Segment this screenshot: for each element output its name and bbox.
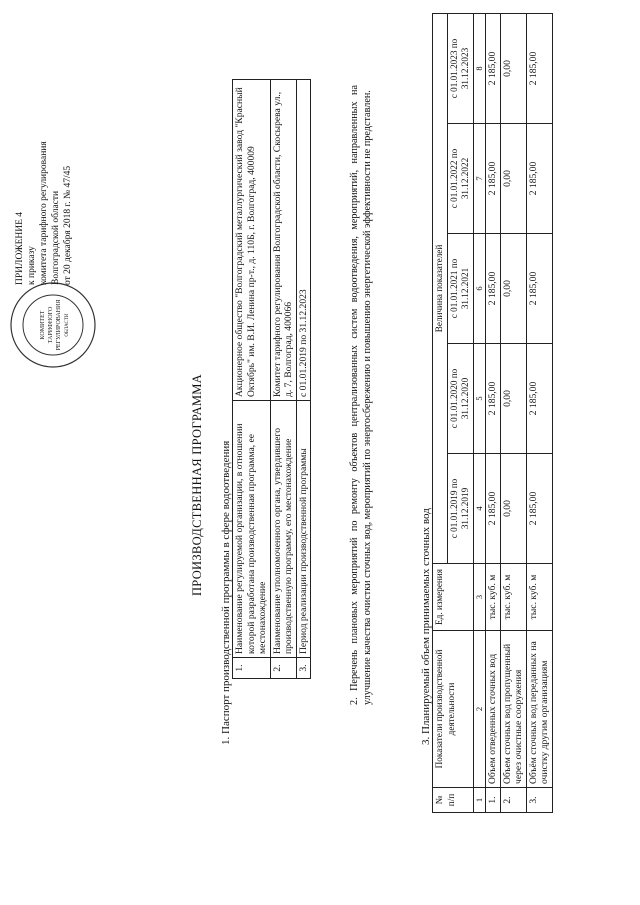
row-value: 0,00 [500,344,526,454]
section1-heading: 1. Паспорт производственной программы в сфере водоотведения [220,440,232,745]
table-header-row [433,14,448,813]
row-number: 2. [500,788,526,813]
col-num-header: № п/п [433,788,474,813]
period-header: с 01.01.2021 по 31.12.2021 [447,234,473,344]
row-value: 2 185,00 [486,344,501,454]
row-label: Наименование регулируемой организации, в отношении которой разработана производственная программа, ее местонахождение [233,401,271,658]
row-value: 2 185,00 [486,234,501,344]
index-cell: 7 [473,124,486,234]
index-row [473,14,486,813]
table-row [296,80,311,679]
appendix-line: к приказу [27,246,37,285]
svg-text:ОБЛАСТИ: ОБЛАСТИ [65,313,70,337]
row-value: 2 185,00 [486,454,501,564]
index-cell: 8 [473,14,486,124]
table-row [500,14,526,813]
row-number: 3. [526,788,552,813]
appendix-line: от 20 декабря 2018 г. № 47/45 [63,165,73,285]
row-value: Комитет тарифного регулирования Волгоградской области, Скосырева ул., д. 7, Волгоград, 400066 [270,80,296,401]
row-value: 2 185,00 [526,14,552,124]
period-header: с 01.01.2023 по 31.12.2023 [447,14,473,124]
appendix-block [14,25,74,285]
wastewater-volume-table [432,13,553,813]
row-value: Акционерное общество "Волгоградский металлургический завод "Красный Октябрь" им. В.И. Ленина пр-т., д. 110Б, г. Волгоград, 400009 [233,80,271,401]
row-label: Период реализации производственной программы [296,401,311,658]
row-value: 2 185,00 [486,14,501,124]
row-unit: тыс. куб. м [526,564,552,631]
row-value: 2 185,00 [526,344,552,454]
table-row [270,80,296,679]
col-indicator-header: Показатели производственной деятельности [433,631,474,788]
svg-text:КОМИТЕТ: КОМИТЕТ [40,310,46,340]
index-cell: 5 [473,344,486,454]
row-value: 0,00 [500,454,526,564]
row-value: 2 185,00 [526,454,552,564]
row-value: 0,00 [500,234,526,344]
row-value: 2 185,00 [526,234,552,344]
period-header: с 01.01.2019 по 31.12.2019 [447,454,473,564]
appendix-line: Волгоградской области [51,190,61,285]
row-number: 1. [233,658,271,679]
row-value: 0,00 [500,14,526,124]
official-stamp [8,280,98,370]
row-label: Наименование уполномоченного органа, утвердившего производственную программу, его местонахождение [270,401,296,658]
period-header: с 01.01.2022 по 31.12.2022 [447,124,473,234]
row-indicator: Объём сточных вод переданных на очистку другим организациям [526,631,552,788]
row-value: 2 185,00 [526,124,552,234]
row-value: с 01.01.2019 по 31.12.2023 [296,80,311,401]
index-cell: 3 [473,564,486,631]
group-header: Величина показателей [433,14,448,564]
row-value: 2 185,00 [486,124,501,234]
svg-text:РЕГУЛИРОВАНИЯ: РЕГУЛИРОВАНИЯ [56,299,62,351]
index-cell: 4 [473,454,486,564]
row-number: 1. [486,788,501,813]
period-header: с 01.01.2020 по 31.12.2020 [447,344,473,454]
appendix-line: ПРИЛОЖЕНИЕ 4 [15,211,25,285]
appendix-line: комитета тарифного регулирования [39,141,49,285]
row-value: 0,00 [500,124,526,234]
index-cell: 1 [473,788,486,813]
page-title: ПРОИЗВОДСТВЕННАЯ ПРОГРАММА [190,373,204,597]
index-cell: 2 [473,631,486,788]
row-unit: тыс. куб. м [500,564,526,631]
index-cell: 6 [473,234,486,344]
col-unit-header: Ед. измерения [433,564,474,631]
row-number: 2. [270,658,296,679]
table-row [486,14,501,813]
row-unit: тыс. куб. м [486,564,501,631]
row-indicator: Объем отведенных сточных вод [486,631,501,788]
passport-table [232,79,311,679]
section2-text: 2. Перечень плановых мероприятий по ремонту объектов централизованных систем водоотведения, мероприятий, направленных на улучшение качества очистки сточных вод, мероприятий по энергосбережению и повышению энергетической эффективности не представлен. [349,85,373,705]
table-row [233,80,271,679]
section3-heading: 3. Планируемый объем принимаемых сточных вод [420,508,432,745]
table-row [526,14,552,813]
row-number: 3. [296,658,311,679]
svg-text:ТАРИФНОГО: ТАРИФНОГО [48,306,54,344]
row-indicator: Объем сточных вод пропущенный через очистные сооружения [500,631,526,788]
